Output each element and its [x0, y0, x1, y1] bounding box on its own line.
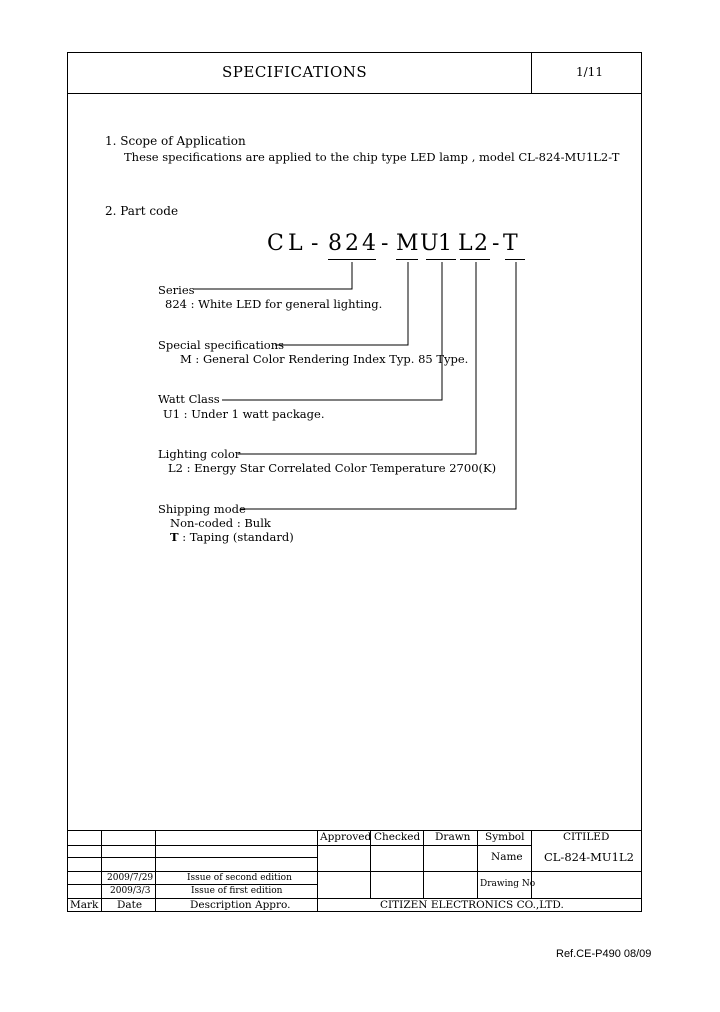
date-header: Date	[117, 899, 143, 911]
page-number: 1/11	[576, 65, 603, 79]
series-label: Series	[158, 283, 195, 297]
part-dash-2: -	[381, 231, 389, 256]
part-char-m: M	[396, 231, 419, 256]
table-v-line-5	[423, 830, 424, 898]
drawing-no-label: Drawing No	[480, 879, 536, 889]
approved-header: Approved	[320, 831, 372, 843]
part-char-4: 4	[362, 231, 376, 256]
revision-desc-2: Issue of first edition	[191, 886, 283, 896]
table-h-line-4	[67, 884, 317, 885]
part-char-l: L	[288, 231, 303, 256]
table-h-line-2	[67, 857, 317, 858]
scope-text: These specifications are applied to the chip type LED lamp , model CL-824-MU1L2-T	[124, 150, 620, 164]
table-v-line-2	[155, 830, 156, 912]
part-char-2: 2	[345, 231, 359, 256]
part-char-t: T	[503, 231, 518, 256]
page-title: SPECIFICATIONS	[222, 63, 368, 81]
table-h-line-3	[67, 871, 642, 872]
revision-desc-1: Issue of second edition	[187, 873, 292, 883]
symbol-header: Symbol	[485, 831, 525, 843]
part-char-c: C	[267, 231, 284, 256]
color-desc: L2 : Energy Star Correlated Color Temperature 2700(K)	[168, 461, 497, 475]
name-label: Name	[491, 851, 523, 863]
watt-label: Watt Class	[158, 392, 220, 406]
part-char-2b: 2	[474, 231, 488, 256]
footer-ref: Ref.CE-P490 08/09	[556, 948, 652, 960]
scope-heading: 1. Scope of Application	[105, 134, 246, 148]
watt-leader	[222, 262, 442, 400]
shipping-desc: Non-coded : Bulk	[170, 516, 271, 530]
shipping-desc-2	[170, 530, 294, 544]
brand-label: CITILED	[563, 831, 610, 843]
table-h-line-1	[67, 845, 532, 846]
name-value: CL-824-MU1L2	[544, 850, 634, 864]
part-char-l2: L	[458, 231, 473, 256]
partcode-heading: 2. Part code	[105, 204, 179, 218]
table-v-line-3	[317, 830, 318, 912]
table-v-line-1	[101, 830, 102, 912]
part-dash-3: -	[492, 231, 500, 256]
taping-code: T	[170, 530, 179, 544]
part-dash-1: -	[311, 231, 319, 256]
watt-desc: U1 : Under 1 watt package.	[163, 407, 325, 421]
part-char-1: 1	[438, 231, 452, 256]
series-desc: 824 : White LED for general lighting.	[165, 297, 383, 311]
revision-date-2: 2009/3/3	[110, 886, 151, 896]
shipping-label: Shipping mode	[158, 502, 246, 516]
special-desc: M : General Color Rendering Index Typ. 85 Type.	[180, 352, 469, 366]
table-v-line-6	[477, 830, 478, 898]
description-header: Description Appro.	[190, 899, 291, 911]
series-leader	[193, 262, 352, 289]
part-char-8: 8	[328, 231, 342, 256]
mark-header: Mark	[70, 899, 99, 911]
taping-text: : Taping (standard)	[178, 530, 294, 544]
part-char-u: U	[420, 231, 439, 256]
revision-date-1: 2009/7/29	[107, 873, 154, 883]
company-name: CITIZEN ELECTRONICS CO.,LTD.	[380, 899, 564, 911]
drawn-header: Drawn	[435, 831, 471, 843]
special-label: Special specifications	[158, 338, 285, 352]
color-label: Lighting color	[158, 447, 241, 461]
checked-header: Checked	[374, 831, 421, 843]
